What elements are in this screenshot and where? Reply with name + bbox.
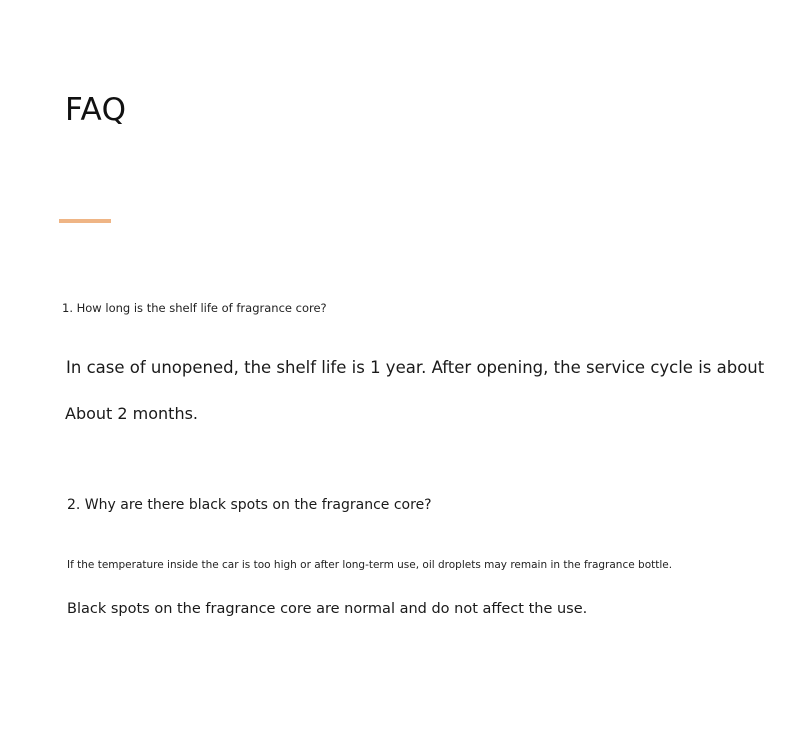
faq-question-1: 1. How long is the shelf life of fragrance core? [62,301,327,315]
faq-question-2: 2. Why are there black spots on the fragrance core? [67,497,432,513]
faq-answer-1-line-2: About 2 months. [65,404,199,423]
title-accent-divider [59,219,111,223]
page-title: FAQ [65,92,127,128]
faq-answer-2-line-1: If the temperature inside the car is too high or after long-term use, oil droplets may remain in the fragrance bottle. [67,559,673,571]
faq-answer-1-line-1: In case of unopened, the shelf life is 1 year. After opening, the service cycle is about [66,358,765,377]
faq-answer-2-line-2: Black spots on the fragrance core are normal and do not affect the use. [67,601,588,617]
